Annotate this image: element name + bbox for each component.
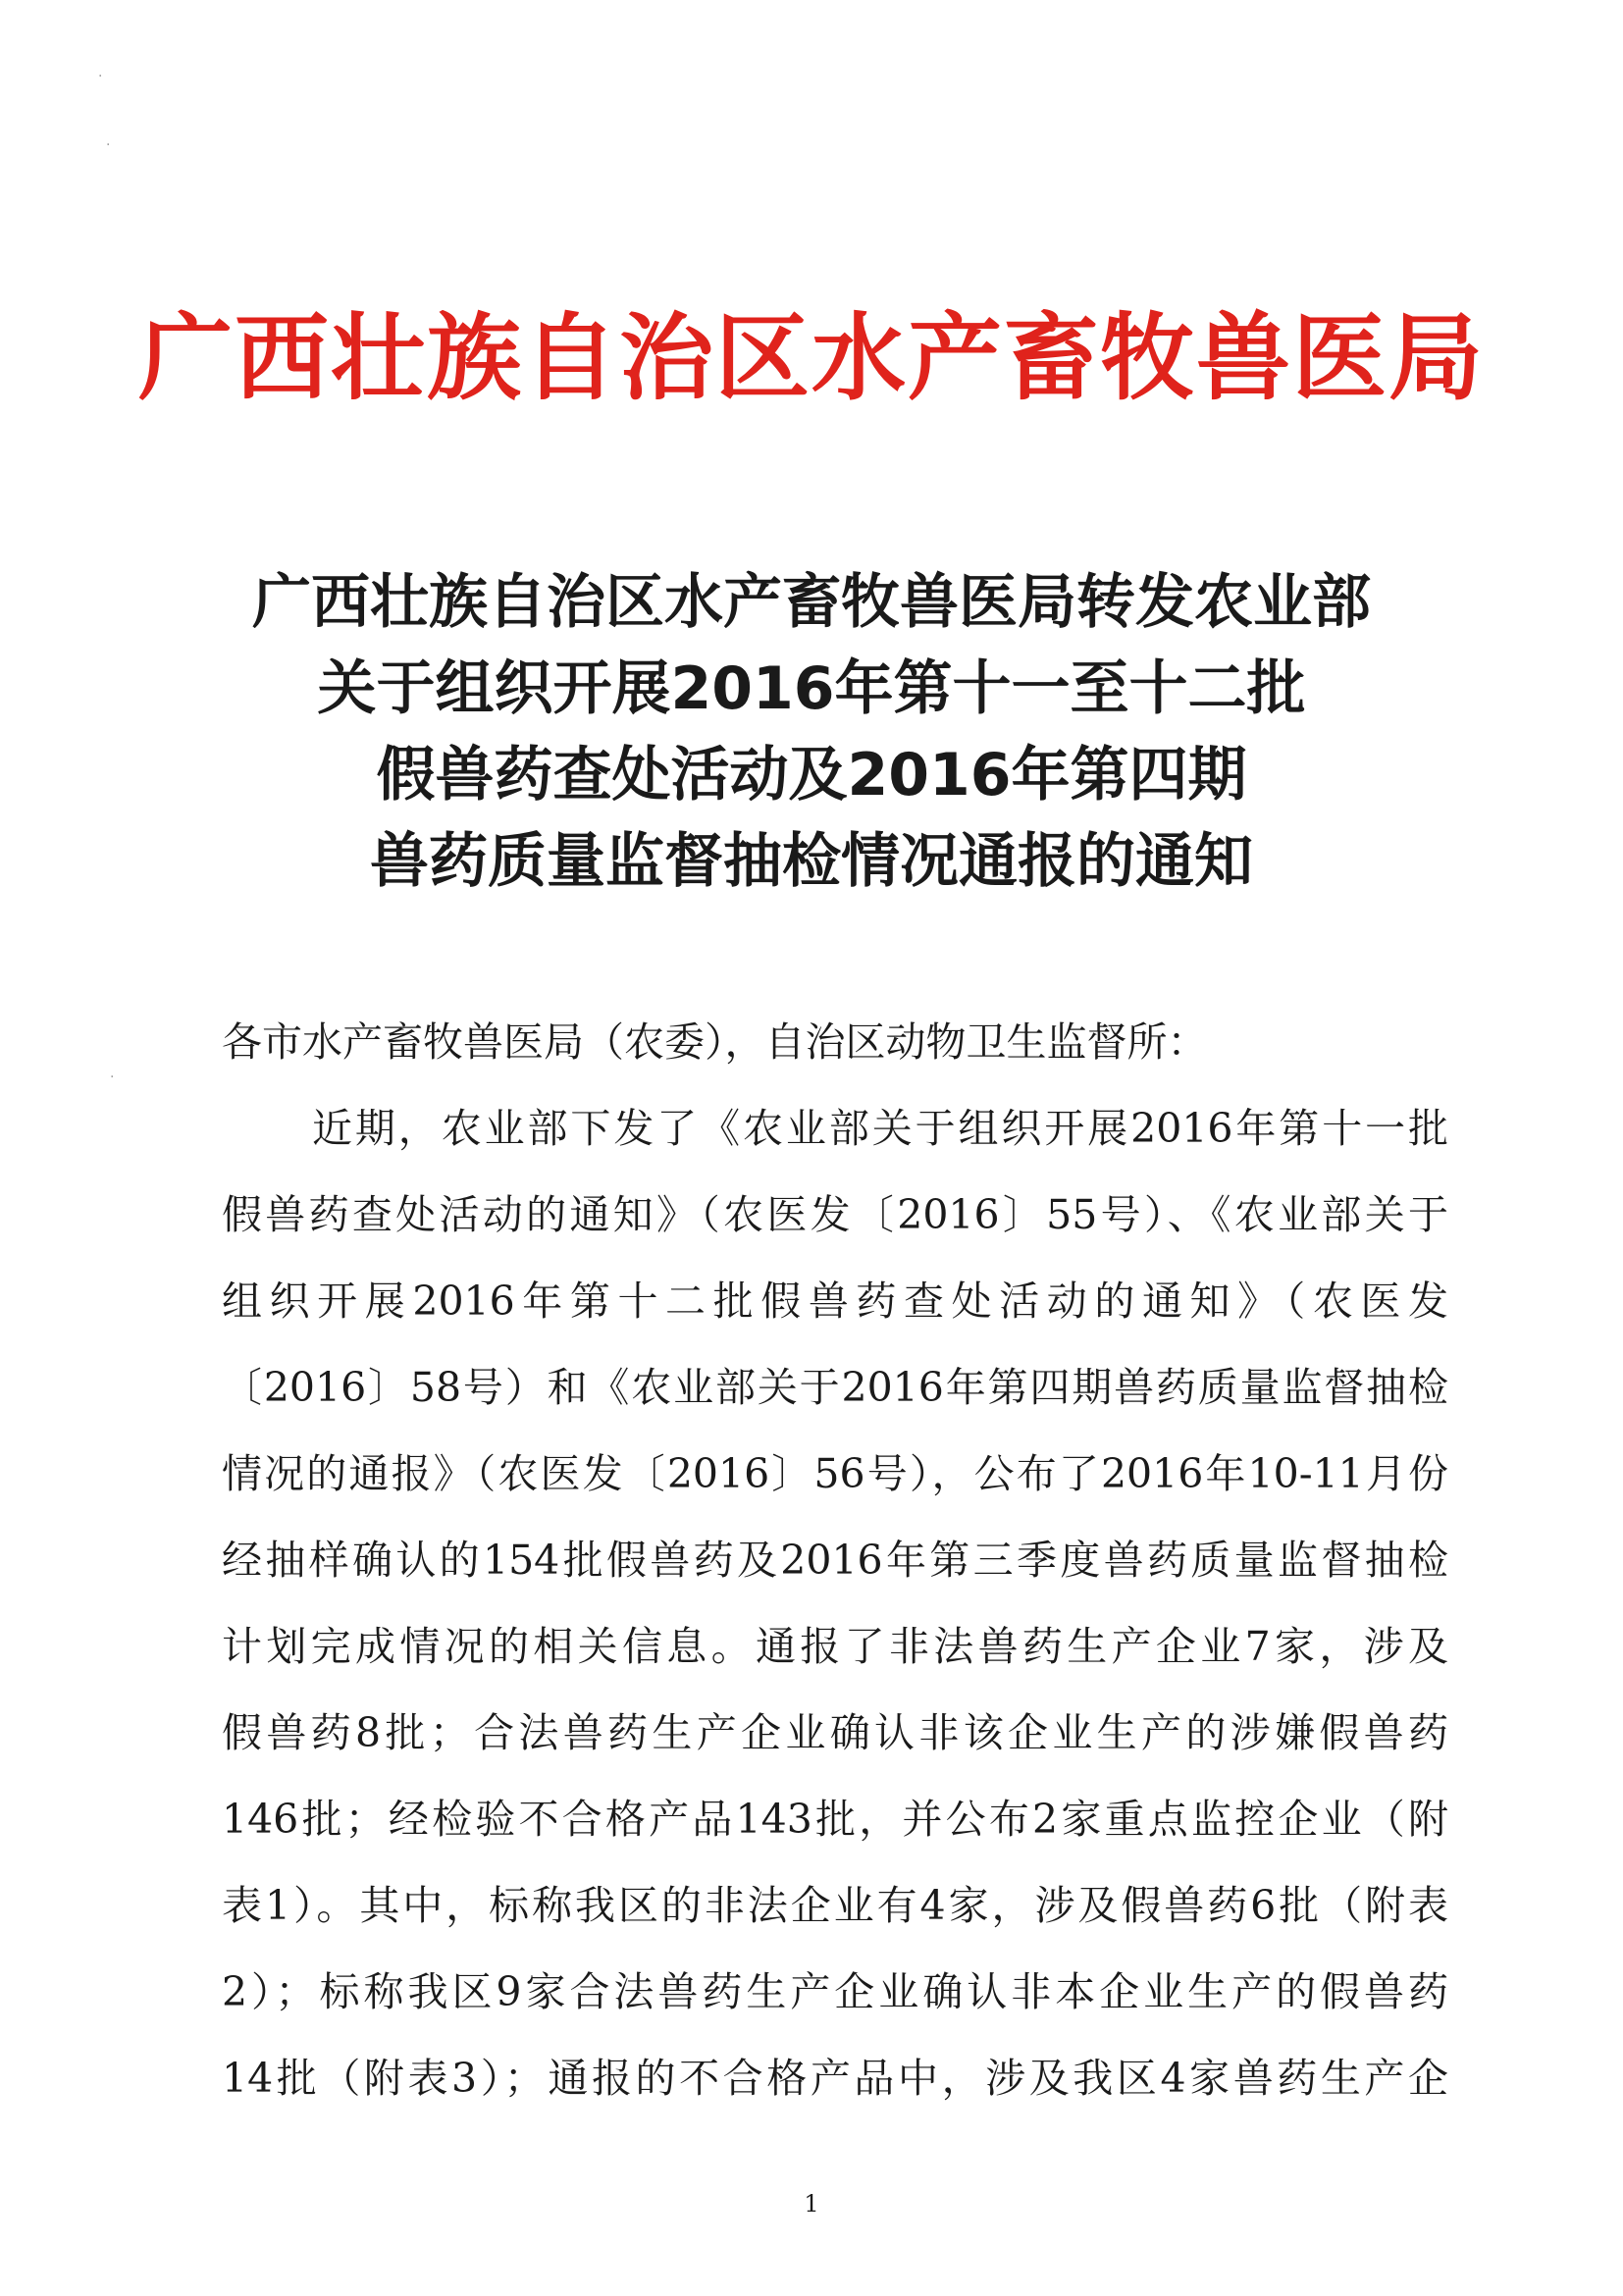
agency-name-heading: 广西壮族自治区水产畜牧兽医局: [138, 302, 1485, 413]
document-title: [0, 559, 1623, 905]
title-line: 假兽药查处活动及2016年第四期: [376, 741, 1247, 809]
body-line: 经抽样确认的154批假兽药及2016年第三季度兽药质量监督抽检: [222, 1537, 1448, 1584]
scan-speck: ·: [98, 69, 103, 84]
title-line: 广西壮族自治区水产畜牧兽医局转发农业部: [252, 568, 1371, 637]
body-line: 计划完成情况的相关信息。通报了非法兽药生产企业7家，涉及: [222, 1623, 1448, 1670]
title-line: 关于组织开展2016年第十一至十二批: [317, 654, 1306, 723]
body-line: 〔2016〕58号）和《农业部关于2016年第四期兽药质量监督抽检: [222, 1364, 1448, 1411]
document-body: [222, 999, 1448, 2121]
body-line: 假兽药8批；合法兽药生产企业确认非该企业生产的涉嫌假兽药: [222, 1709, 1448, 1756]
page-number: 1: [804, 2190, 819, 2218]
body-line: 2）；标称我区9家合法兽药生产企业确认非本企业生产的假兽药: [222, 1968, 1448, 2015]
scan-speck: ·: [106, 137, 111, 153]
scan-speck: ·: [110, 1070, 115, 1085]
body-line: 情况的通报》（农医发〔2016〕56号），公布了2016年10-11月份: [222, 1450, 1448, 1497]
title-line: 兽药质量监督抽检情况通报的通知: [370, 827, 1253, 896]
body-line: 近期，农业部下发了《农业部关于组织开展2016年第十一批: [312, 1105, 1448, 1152]
salutation: 各市水产畜牧兽医局（农委），自治区动物卫生监督所：: [222, 1018, 1208, 1066]
body-line: 146批；经检验不合格产品143批，并公布2家重点监控企业（附: [222, 1796, 1448, 1843]
body-line: 表1）。其中，标称我区的非法企业有4家，涉及假兽药6批（附表: [222, 1882, 1448, 1929]
body-line: 假兽药查处活动的通知》（农医发〔2016〕55号）、《农业部关于: [222, 1191, 1448, 1238]
body-line: 14批（附表3）；通报的不合格产品中，涉及我区4家兽药生产企: [222, 2055, 1448, 2102]
body-line: 组织开展2016年第十二批假兽药查处活动的通知》（农医发: [222, 1278, 1448, 1325]
